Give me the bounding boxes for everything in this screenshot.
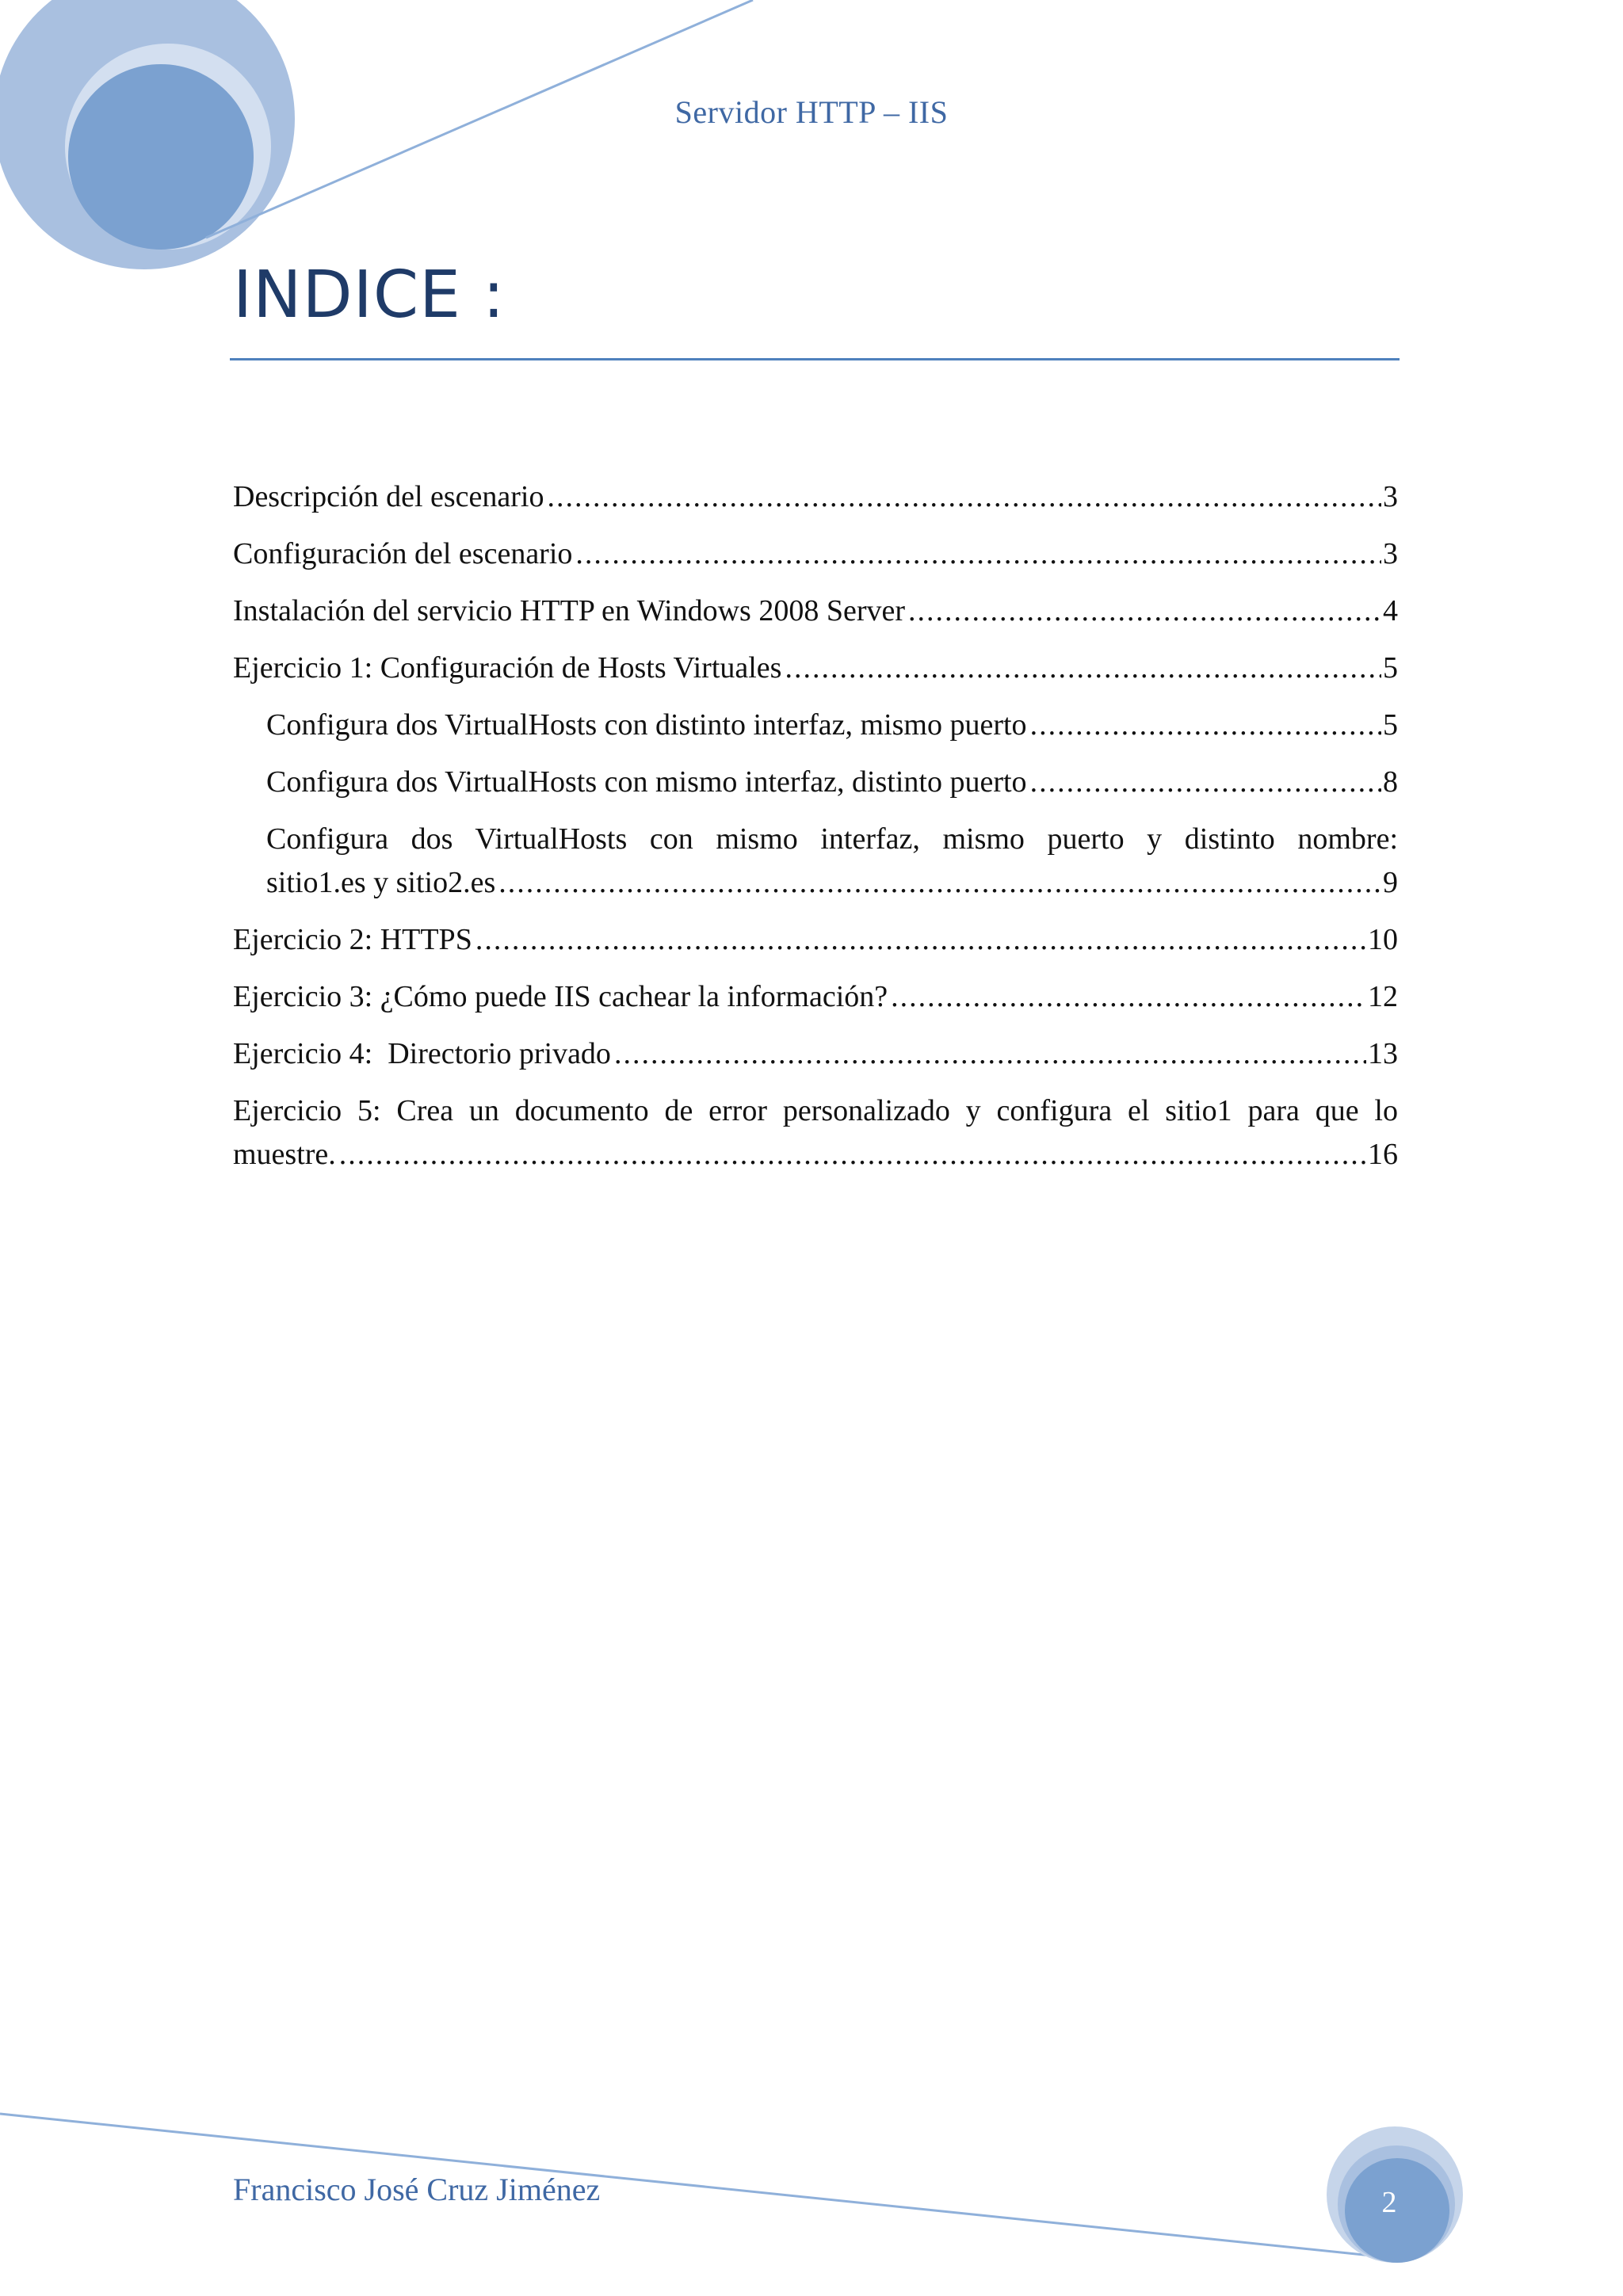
toc-leader-dots [614,1032,1366,1076]
toc-entry[interactable] [233,975,1398,1019]
toc-entry-title: Configura dos VirtualHosts con distinto interfaz, mismo puerto [266,708,1027,742]
toc-entry-title: Ejercicio 2: HTTPS [233,923,472,956]
toc-entry[interactable] [233,475,1398,519]
toc-entry-title: Ejercicio 1: Configuración de Hosts Virtuales [233,651,782,685]
toc-entry-title: Descripción del escenario [233,480,544,513]
toc-entry[interactable] [233,1089,1398,1177]
toc-entry-page: 5 [1383,651,1398,685]
toc-entry-page: 16 [1368,1138,1398,1171]
toc-entry[interactable] [233,532,1398,576]
header-circles [0,0,295,269]
toc-entry-page: 12 [1368,980,1398,1013]
toc-leader-dots [548,475,1382,519]
toc-leader-dots [498,861,1381,905]
toc-entry-line2 [233,1133,1398,1177]
toc-entry-title: Configuración del escenario [233,537,573,570]
toc-leader-dots [891,975,1366,1019]
toc-entry-page: 3 [1383,537,1398,570]
toc-entry-page: 8 [1383,765,1398,799]
toc-leader-dots [575,532,1381,576]
footer-author: Francisco José Cruz Jiménez [233,2172,601,2207]
toc-entry-title-line2: muestre. [233,1138,336,1171]
toc-entry-title: Configura dos VirtualHosts con mismo interfaz, distinto puerto [266,765,1027,799]
page-number: 2 [1381,2186,1397,2219]
table-of-contents [233,475,1398,1190]
toc-leader-dots [908,589,1381,633]
toc-entry-title: Ejercicio 4: Directorio privado [233,1037,611,1070]
toc-entry-title-line1: Ejercicio 5: Crea un documento de error personalizado y configura el sitio1 para que lo [233,1094,1398,1127]
toc-leader-dots [475,918,1366,962]
toc-entry-title: Instalación del servicio HTTP en Windows 2008 Server [233,594,906,627]
toc-entry[interactable] [233,1032,1398,1076]
toc-entry-page: 9 [1383,866,1398,899]
toc-entry-page: 5 [1383,708,1398,742]
toc-entry-page: 4 [1383,594,1398,627]
toc-entry-page: 3 [1383,480,1398,513]
toc-entry[interactable] [233,918,1398,962]
toc-entry-title-line2: sitio1.es y sitio2.es [266,866,496,899]
toc-subentry[interactable] [233,761,1398,804]
toc-subentry[interactable] [233,818,1398,905]
toc-entry-page: 13 [1368,1037,1398,1070]
toc-entry[interactable] [233,589,1398,633]
toc-leader-dots [1030,761,1381,804]
header-circle-inner [68,64,254,250]
toc-subentry[interactable] [233,704,1398,747]
toc-entry-title-line1: Configura dos VirtualHosts con mismo interfaz, mismo puerto y distinto nombre: [266,822,1398,856]
footer-diagonal-line [0,2114,1379,2256]
page-heading: INDICE : [233,257,506,333]
toc-leader-dots [785,646,1381,690]
toc-entry-page: 10 [1368,923,1398,956]
toc-leader-dots [339,1133,1366,1177]
toc-entry-title: Ejercicio 3: ¿Cómo puede IIS cachear la información? [233,980,888,1013]
heading-underline [230,358,1400,360]
toc-leader-dots [1030,704,1381,747]
header-title: Servidor HTTP – IIS [674,94,949,130]
toc-entry-line2 [266,861,1398,905]
toc-entry[interactable] [233,646,1398,690]
